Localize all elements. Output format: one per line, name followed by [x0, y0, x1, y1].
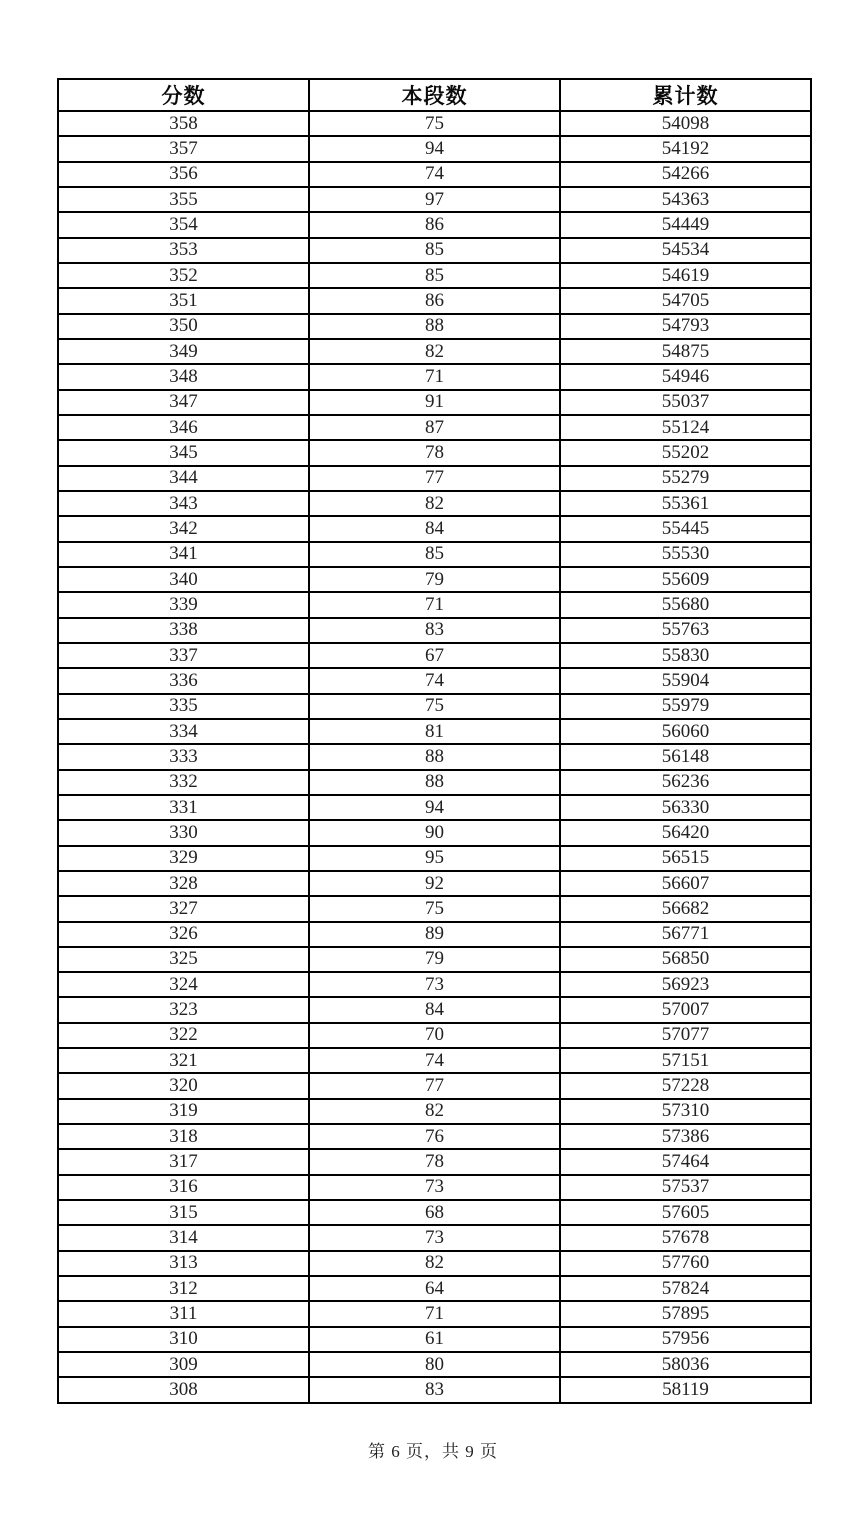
cell-segment-count: 94	[309, 136, 560, 161]
cell-segment-count: 82	[309, 491, 560, 516]
cell-cumulative-count: 57895	[560, 1301, 811, 1326]
cell-score: 311	[58, 1301, 309, 1326]
cell-cumulative-count: 54793	[560, 314, 811, 339]
cell-segment-count: 78	[309, 1149, 560, 1174]
cell-score: 310	[58, 1327, 309, 1352]
cell-cumulative-count: 56771	[560, 922, 811, 947]
table-row	[58, 972, 811, 997]
cell-score: 308	[58, 1377, 309, 1403]
cell-cumulative-count: 55904	[560, 668, 811, 693]
cell-score: 339	[58, 592, 309, 617]
table-row	[58, 390, 811, 415]
header-row	[58, 79, 811, 111]
table-row	[58, 187, 811, 212]
table-row	[58, 1048, 811, 1073]
table-row	[58, 871, 811, 896]
cell-score: 333	[58, 744, 309, 769]
cell-score: 353	[58, 238, 309, 263]
cell-segment-count: 73	[309, 972, 560, 997]
table-row	[58, 1073, 811, 1098]
table-row	[58, 1149, 811, 1174]
cell-score: 336	[58, 668, 309, 693]
table-row	[58, 719, 811, 744]
cell-segment-count: 83	[309, 1377, 560, 1403]
cell-score: 340	[58, 567, 309, 592]
cell-cumulative-count: 54266	[560, 162, 811, 187]
cell-score: 351	[58, 288, 309, 313]
cell-segment-count: 74	[309, 668, 560, 693]
cell-segment-count: 74	[309, 1048, 560, 1073]
cell-score: 317	[58, 1149, 309, 1174]
cell-cumulative-count: 57824	[560, 1276, 811, 1301]
cell-score: 341	[58, 542, 309, 567]
cell-segment-count: 77	[309, 466, 560, 491]
table-row	[58, 694, 811, 719]
cell-cumulative-count: 55609	[560, 567, 811, 592]
table-row	[58, 643, 811, 668]
cell-score: 329	[58, 846, 309, 871]
cell-segment-count: 82	[309, 1251, 560, 1276]
table-row	[58, 1276, 811, 1301]
cell-segment-count: 75	[309, 694, 560, 719]
cell-cumulative-count: 55680	[560, 592, 811, 617]
table-row	[58, 1251, 811, 1276]
table-header	[58, 79, 811, 111]
cell-segment-count: 79	[309, 947, 560, 972]
cell-score: 347	[58, 390, 309, 415]
cell-score: 349	[58, 339, 309, 364]
cell-cumulative-count: 54946	[560, 364, 811, 389]
cell-segment-count: 84	[309, 997, 560, 1022]
cell-segment-count: 71	[309, 592, 560, 617]
table-row	[58, 111, 811, 136]
page-number-footer: 第 6 页，共 9 页	[368, 1442, 498, 1461]
cell-score: 323	[58, 997, 309, 1022]
cell-cumulative-count: 55279	[560, 466, 811, 491]
cell-score: 345	[58, 440, 309, 465]
cell-segment-count: 79	[309, 567, 560, 592]
cell-cumulative-count: 57605	[560, 1200, 811, 1225]
table-row	[58, 896, 811, 921]
table-row	[58, 947, 811, 972]
cell-segment-count: 78	[309, 440, 560, 465]
cell-segment-count: 82	[309, 1099, 560, 1124]
cell-cumulative-count: 56850	[560, 947, 811, 972]
cell-cumulative-count: 57537	[560, 1175, 811, 1200]
cell-cumulative-count: 58036	[560, 1352, 811, 1377]
cell-segment-count: 80	[309, 1352, 560, 1377]
cell-score: 330	[58, 820, 309, 845]
cell-cumulative-count: 57077	[560, 1023, 811, 1048]
cell-cumulative-count: 54534	[560, 238, 811, 263]
cell-segment-count: 92	[309, 871, 560, 896]
cell-cumulative-count: 56236	[560, 770, 811, 795]
cell-score: 352	[58, 263, 309, 288]
cell-cumulative-count: 57007	[560, 997, 811, 1022]
cell-score: 348	[58, 364, 309, 389]
cell-score: 326	[58, 922, 309, 947]
cell-cumulative-count: 56923	[560, 972, 811, 997]
cell-score: 332	[58, 770, 309, 795]
cell-cumulative-count: 55763	[560, 618, 811, 643]
cell-cumulative-count: 54705	[560, 288, 811, 313]
cell-score: 337	[58, 643, 309, 668]
cell-segment-count: 61	[309, 1327, 560, 1352]
table-row	[58, 263, 811, 288]
cell-score: 343	[58, 491, 309, 516]
cell-cumulative-count: 56060	[560, 719, 811, 744]
table-row	[58, 1124, 811, 1149]
cell-cumulative-count: 55445	[560, 516, 811, 541]
score-distribution-table	[57, 78, 812, 1404]
cell-segment-count: 68	[309, 1200, 560, 1225]
cell-score: 316	[58, 1175, 309, 1200]
cell-cumulative-count: 57386	[560, 1124, 811, 1149]
cell-segment-count: 85	[309, 238, 560, 263]
cell-cumulative-count: 55979	[560, 694, 811, 719]
table-row	[58, 491, 811, 516]
cell-cumulative-count: 55830	[560, 643, 811, 668]
cell-score: 320	[58, 1073, 309, 1098]
cell-cumulative-count: 56330	[560, 795, 811, 820]
cell-segment-count: 83	[309, 618, 560, 643]
cell-score: 334	[58, 719, 309, 744]
table-body	[58, 111, 811, 1403]
table-row	[58, 288, 811, 313]
cell-score: 346	[58, 415, 309, 440]
cell-segment-count: 95	[309, 846, 560, 871]
table-row	[58, 1352, 811, 1377]
cell-segment-count: 75	[309, 896, 560, 921]
cell-segment-count: 89	[309, 922, 560, 947]
table-row	[58, 997, 811, 1022]
table-row	[58, 238, 811, 263]
table-row	[58, 744, 811, 769]
cell-score: 355	[58, 187, 309, 212]
table-row	[58, 136, 811, 161]
cell-cumulative-count: 54875	[560, 339, 811, 364]
cell-segment-count: 75	[309, 111, 560, 136]
cell-segment-count: 74	[309, 162, 560, 187]
cell-cumulative-count: 56148	[560, 744, 811, 769]
cell-score: 318	[58, 1124, 309, 1149]
table-row	[58, 668, 811, 693]
table-row	[58, 618, 811, 643]
cell-cumulative-count: 57151	[560, 1048, 811, 1073]
cell-segment-count: 76	[309, 1124, 560, 1149]
table-row	[58, 592, 811, 617]
table-row	[58, 1225, 811, 1250]
cell-cumulative-count: 57956	[560, 1327, 811, 1352]
cell-segment-count: 67	[309, 643, 560, 668]
table-row	[58, 922, 811, 947]
cell-cumulative-count: 55361	[560, 491, 811, 516]
table-row	[58, 364, 811, 389]
table-row	[58, 415, 811, 440]
cell-score: 331	[58, 795, 309, 820]
cell-segment-count: 94	[309, 795, 560, 820]
cell-segment-count: 86	[309, 288, 560, 313]
table-row	[58, 1301, 811, 1326]
table-row	[58, 1175, 811, 1200]
cell-cumulative-count: 57760	[560, 1251, 811, 1276]
table-row	[58, 770, 811, 795]
cell-cumulative-count: 56420	[560, 820, 811, 845]
cell-segment-count: 85	[309, 542, 560, 567]
cell-segment-count: 88	[309, 744, 560, 769]
cell-cumulative-count: 55037	[560, 390, 811, 415]
cell-cumulative-count: 56607	[560, 871, 811, 896]
cell-score: 344	[58, 466, 309, 491]
cell-segment-count: 88	[309, 314, 560, 339]
cell-score: 309	[58, 1352, 309, 1377]
cell-cumulative-count: 57310	[560, 1099, 811, 1124]
table-row	[58, 466, 811, 491]
cell-score: 357	[58, 136, 309, 161]
cell-segment-count: 71	[309, 1301, 560, 1326]
table-row	[58, 1023, 811, 1048]
cell-score: 322	[58, 1023, 309, 1048]
cell-score: 315	[58, 1200, 309, 1225]
cell-cumulative-count: 57464	[560, 1149, 811, 1174]
table-row	[58, 516, 811, 541]
table-row	[58, 314, 811, 339]
cell-segment-count: 64	[309, 1276, 560, 1301]
cell-segment-count: 71	[309, 364, 560, 389]
cell-score: 324	[58, 972, 309, 997]
cell-score: 358	[58, 111, 309, 136]
cell-segment-count: 97	[309, 187, 560, 212]
table-row	[58, 1099, 811, 1124]
cell-cumulative-count: 56515	[560, 846, 811, 871]
table-row	[58, 795, 811, 820]
cell-segment-count: 81	[309, 719, 560, 744]
cell-score: 321	[58, 1048, 309, 1073]
cell-cumulative-count: 57678	[560, 1225, 811, 1250]
table-row	[58, 212, 811, 237]
cell-cumulative-count: 56682	[560, 896, 811, 921]
cell-segment-count: 73	[309, 1225, 560, 1250]
col-header-cumulative-count: 累计数	[560, 79, 811, 111]
cell-cumulative-count: 54449	[560, 212, 811, 237]
cell-score: 356	[58, 162, 309, 187]
cell-score: 335	[58, 694, 309, 719]
cell-score: 312	[58, 1276, 309, 1301]
cell-score: 319	[58, 1099, 309, 1124]
cell-score: 338	[58, 618, 309, 643]
table-row	[58, 542, 811, 567]
table-row	[58, 1200, 811, 1225]
cell-segment-count: 87	[309, 415, 560, 440]
cell-segment-count: 70	[309, 1023, 560, 1048]
cell-segment-count: 91	[309, 390, 560, 415]
table-row	[58, 1327, 811, 1352]
table-row	[58, 820, 811, 845]
table-row	[58, 567, 811, 592]
cell-cumulative-count: 55530	[560, 542, 811, 567]
table-row	[58, 1377, 811, 1403]
score-table-container	[57, 78, 812, 1404]
table-row	[58, 440, 811, 465]
cell-cumulative-count: 54363	[560, 187, 811, 212]
cell-score: 313	[58, 1251, 309, 1276]
cell-score: 314	[58, 1225, 309, 1250]
cell-cumulative-count: 58119	[560, 1377, 811, 1403]
table-row	[58, 339, 811, 364]
cell-segment-count: 90	[309, 820, 560, 845]
cell-cumulative-count: 57228	[560, 1073, 811, 1098]
cell-score: 350	[58, 314, 309, 339]
cell-score: 325	[58, 947, 309, 972]
cell-segment-count: 88	[309, 770, 560, 795]
cell-segment-count: 85	[309, 263, 560, 288]
cell-score: 354	[58, 212, 309, 237]
cell-score: 342	[58, 516, 309, 541]
col-header-score: 分数	[58, 79, 309, 111]
cell-cumulative-count: 54192	[560, 136, 811, 161]
table-row	[58, 846, 811, 871]
cell-segment-count: 77	[309, 1073, 560, 1098]
cell-segment-count: 84	[309, 516, 560, 541]
cell-cumulative-count: 54619	[560, 263, 811, 288]
cell-cumulative-count: 55202	[560, 440, 811, 465]
cell-segment-count: 73	[309, 1175, 560, 1200]
cell-score: 327	[58, 896, 309, 921]
cell-segment-count: 86	[309, 212, 560, 237]
cell-score: 328	[58, 871, 309, 896]
cell-cumulative-count: 54098	[560, 111, 811, 136]
cell-cumulative-count: 55124	[560, 415, 811, 440]
col-header-segment-count: 本段数	[309, 79, 560, 111]
table-row	[58, 162, 811, 187]
cell-segment-count: 82	[309, 339, 560, 364]
